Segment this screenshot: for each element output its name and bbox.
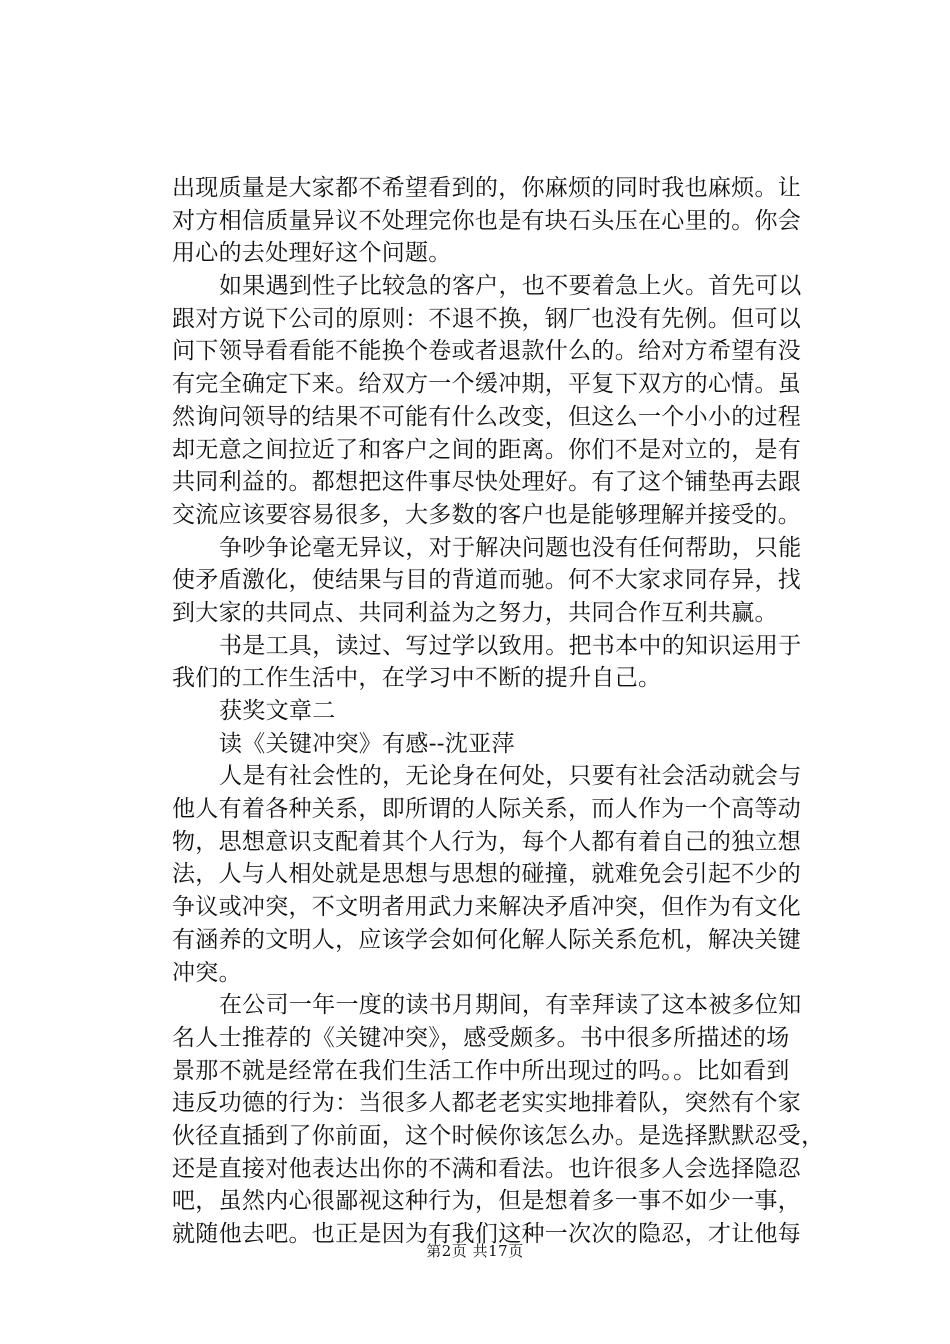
text-line: 伙径直插到了你前面，这个时候你该怎么办。是选择默默忍受， — [172, 1122, 825, 1149]
paragraph-start: 争吵争论毫无异议，对于解决问题也没有任何帮助，只能 — [219, 534, 802, 561]
text-line: 吧，虽然内心很鄙视这种行为，但是想着多一事不如少一事， — [172, 1188, 802, 1215]
text-line: 却无意之间拉近了和客户之间的距离。你们不是对立的，是有 — [172, 436, 802, 463]
text-line: 违反功德的行为：当很多人都老老实实地排着队，突然有个家 — [172, 1090, 802, 1117]
article-title: 读《关键冲突》有感--沈亚萍 — [219, 730, 515, 757]
section-heading: 获奖文章二 — [219, 698, 336, 724]
text-line: 名人士推荐的《关键冲突》，感受颇多。书中很多所描述的场 — [172, 1024, 790, 1051]
text-line: 我们的工作生活中，在学习中不断的提升自己。 — [172, 665, 662, 692]
text-line: 法，人与人相处就是思想与思想的碰撞，就难免会引起不少的 — [172, 861, 802, 888]
text-line: 共同利益的。都想把这件事尽快处理好。有了这个铺垫再去跟 — [172, 469, 802, 496]
text-line: 景那不就是经常在我们生活工作中所出现过的吗。。比如看到 — [172, 1057, 790, 1084]
text-line: 还是直接对他表达出你的不满和看法。也许很多人会选择隐忍 — [172, 1155, 802, 1182]
text-line: 有完全确定下来。给双方一个缓冲期，平复下双方的心情。虽 — [172, 371, 802, 398]
text-line: 物，思想意识支配着其个人行为，每个人都有着自己的独立想 — [172, 828, 802, 855]
text-line: 对方相信质量异议不处理完你也是有块石头压在心里的。你会 — [172, 207, 802, 234]
body-text — [172, 172, 837, 1251]
text-line: 使矛盾激化，使结果与目的背道而驰。何不大家求同存异，找 — [172, 567, 802, 594]
text-line: 跟对方说下公司的原则：不退不换，钢厂也没有先例。但可以 — [172, 305, 802, 332]
page-number-footer: 第2页 共17页 — [426, 1242, 524, 1260]
text-line: 就随他去吧。也正是因为有我们这种一次次的隐忍，才让他每 — [172, 1221, 802, 1247]
text-line: 出现质量是大家都不希望看到的，你麻烦的同时我也麻烦。让 — [172, 175, 802, 201]
text-line: 冲突。 — [172, 959, 242, 986]
paragraph-start: 如果遇到性子比较急的客户，也不要着急上火。首先可以 — [219, 273, 802, 300]
text-line: 到大家的共同点、共同利益为之努力，共同合作互利共赢。 — [172, 599, 778, 626]
paragraph-start: 在公司一年一度的读书月期间，有幸拜读了这本被多位知 — [219, 992, 802, 1019]
paragraph-start: 书是工具，读过、写过学以致用。把书本中的知识运用于 — [219, 632, 802, 659]
text-line: 交流应该要容易很多，大多数的客户也是能够理解并接受的。 — [172, 501, 802, 528]
text-line: 用心的去处理好这个问题。 — [172, 240, 452, 267]
paragraph-start: 人是有社会性的，无论身在何处，只要有社会活动就会与 — [219, 763, 802, 790]
text-line: 他人有着各种关系，即所谓的人际关系，而人作为一个高等动 — [172, 796, 802, 823]
text-line: 然询问领导的结果不可能有什么改变，但这么一个小小的过程 — [172, 403, 802, 430]
text-line: 问下领导看看能不能换个卷或者退款什么的。给对方希望有没 — [172, 338, 802, 365]
text-line: 有涵养的文明人，应该学会如何化解人际关系危机，解决关键 — [172, 926, 802, 953]
text-line: 争议或冲突，不文明者用武力来解决矛盾冲突，但作为有文化 — [172, 894, 802, 921]
